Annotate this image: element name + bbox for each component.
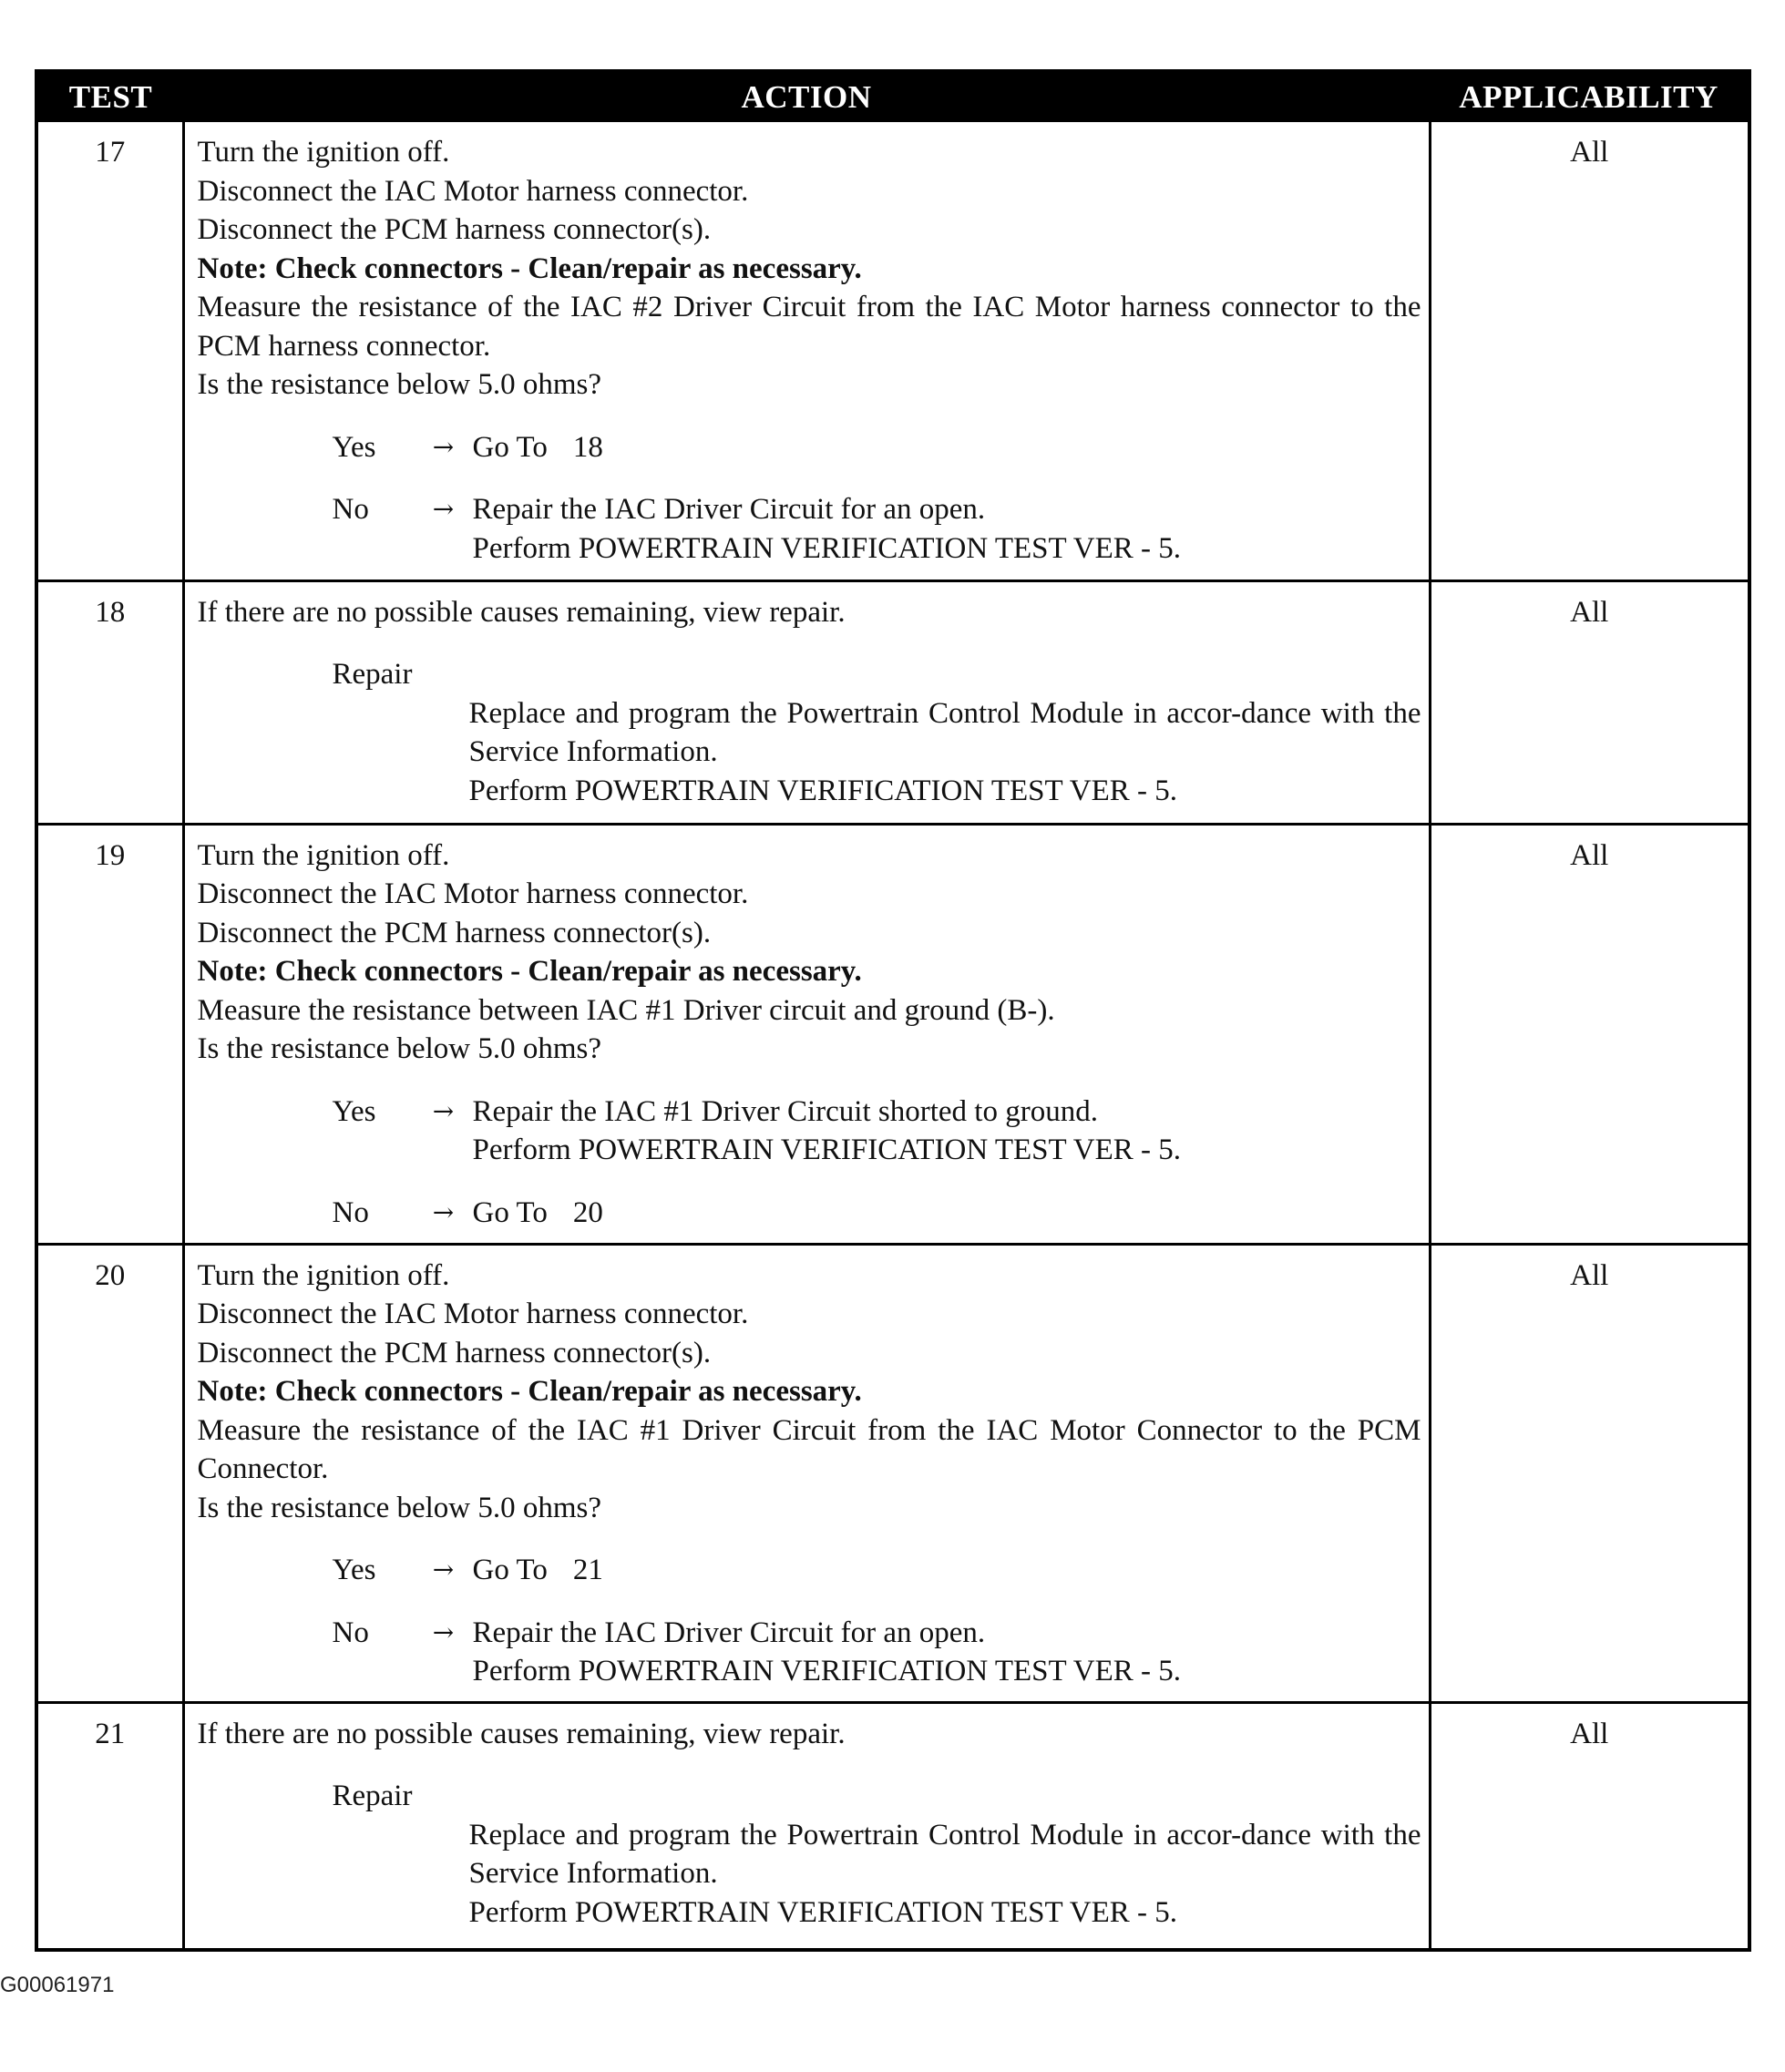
no-branch: [333, 1194, 1421, 1233]
goto-target: Go To 21: [472, 1554, 603, 1586]
action-line: Disconnect the PCM harness connector(s).: [197, 916, 712, 949]
action-line: Disconnect the PCM harness connector(s).: [197, 213, 712, 246]
action-line: Turn the ignition off.: [197, 1258, 450, 1292]
intro-text: If there are no possible causes remaining, view repair.: [197, 595, 846, 629]
arrow-right-icon: →: [432, 431, 455, 462]
no-branch: [333, 1614, 1421, 1691]
action-cell: [183, 580, 1430, 824]
test-number: 17: [38, 122, 183, 580]
question-text: Is the resistance below 5.0 ohms?: [197, 1032, 602, 1065]
no-label: No: [332, 1616, 369, 1649]
action-cell: [183, 824, 1430, 1244]
arrow-right-icon: →: [432, 1196, 455, 1227]
table-row: [38, 1244, 1748, 1702]
note-text: Note: Check connectors - Clean/repair as necessary.: [197, 955, 862, 988]
table-row: [38, 824, 1748, 1244]
note-text: Note: Check connectors - Clean/repair as necessary.: [197, 1375, 862, 1408]
arrow-right-icon: →: [432, 1616, 455, 1647]
yes-label: Yes: [332, 1094, 376, 1128]
no-branch: [333, 490, 1421, 568]
diagnostic-test-table: [38, 73, 1748, 1948]
arrow-right-icon: →: [432, 1554, 455, 1585]
test-number: 18: [38, 580, 183, 824]
question-text: Is the resistance below 5.0 ohms?: [197, 368, 602, 401]
intro-text: If there are no possible causes remaining, view repair.: [197, 1717, 846, 1750]
measure-text: Measure the resistance of the IAC #2 Driver Circuit from the IAC Motor harness connector to the PCM harness connector.: [197, 291, 1421, 363]
table-row: [38, 122, 1748, 580]
yes-branch: [333, 1551, 1421, 1590]
applicability-value: All: [1430, 580, 1748, 824]
action-line: Turn the ignition off.: [197, 838, 450, 872]
goto-target: Go To 18: [472, 430, 603, 464]
action-line: Disconnect the IAC Motor harness connector.: [197, 1298, 749, 1330]
repair-label: Repair: [332, 1780, 413, 1812]
yes-branch: [333, 428, 1421, 467]
yes-branch: [333, 1092, 1421, 1170]
action-line: Turn the ignition off.: [197, 136, 450, 169]
table-header-row: [38, 73, 1748, 122]
figure-id: G00061971: [0, 1973, 115, 1997]
arrow-right-icon: →: [432, 1095, 455, 1126]
applicability-value: All: [1430, 1244, 1748, 1702]
action-cell: [183, 122, 1430, 580]
arrow-right-icon: →: [432, 494, 455, 524]
yes-label: Yes: [332, 430, 376, 464]
action-line: Disconnect the PCM harness connector(s).: [197, 1336, 712, 1369]
no-instructions: Repair the IAC Driver Circuit for an open. Perform POWERTRAIN VERIFICATION TEST VER - 5.: [472, 1616, 1181, 1687]
test-number: 21: [38, 1702, 183, 1948]
yes-instructions: Repair the IAC #1 Driver Circuit shorted to ground. Perform POWERTRAIN VERIFICATION TEST VER - 5.: [472, 1094, 1181, 1166]
table-row: [38, 1702, 1748, 1948]
table-row: [38, 580, 1748, 824]
header-action: ACTION: [183, 73, 1430, 122]
yes-label: Yes: [332, 1554, 376, 1586]
applicability-value: All: [1430, 1702, 1748, 1948]
goto-target: Go To 20: [472, 1195, 603, 1229]
applicability-value: All: [1430, 824, 1748, 1244]
no-label: No: [332, 1195, 369, 1229]
measure-text: Measure the resistance between IAC #1 Driver circuit and ground (B-).: [197, 993, 1055, 1027]
diagnostic-table-frame: [35, 69, 1751, 1952]
action-line: Disconnect the IAC Motor harness connector.: [197, 174, 749, 208]
repair-instructions: Replace and program the Powertrain Control Module in accor-dance with the Service Information. Perform POWERTRAIN VERIFICATION TEST VER - 5.: [468, 1818, 1421, 1929]
header-applicability: APPLICABILITY: [1430, 73, 1748, 122]
test-number: 20: [38, 1244, 183, 1702]
repair-label: Repair: [332, 658, 413, 691]
test-number: 19: [38, 824, 183, 1244]
measure-text: Measure the resistance of the IAC #1 Driver Circuit from the IAC Motor Connector to the PCM Connector.: [197, 1413, 1421, 1485]
no-instructions: Repair the IAC Driver Circuit for an open. Perform POWERTRAIN VERIFICATION TEST VER - 5.: [472, 493, 1181, 565]
note-text: Note: Check connectors - Clean/repair as necessary.: [197, 251, 862, 285]
repair-instructions: Replace and program the Powertrain Control Module in accor-dance with the Service Information. Perform POWERTRAIN VERIFICATION TEST VER - 5.: [468, 696, 1421, 807]
header-test: TEST: [38, 73, 183, 122]
question-text: Is the resistance below 5.0 ohms?: [197, 1491, 602, 1524]
action-cell: [183, 1702, 1430, 1948]
applicability-value: All: [1570, 136, 1609, 169]
action-line: Disconnect the IAC Motor harness connector.: [197, 877, 749, 910]
action-cell: [183, 1244, 1430, 1702]
no-label: No: [332, 493, 369, 526]
